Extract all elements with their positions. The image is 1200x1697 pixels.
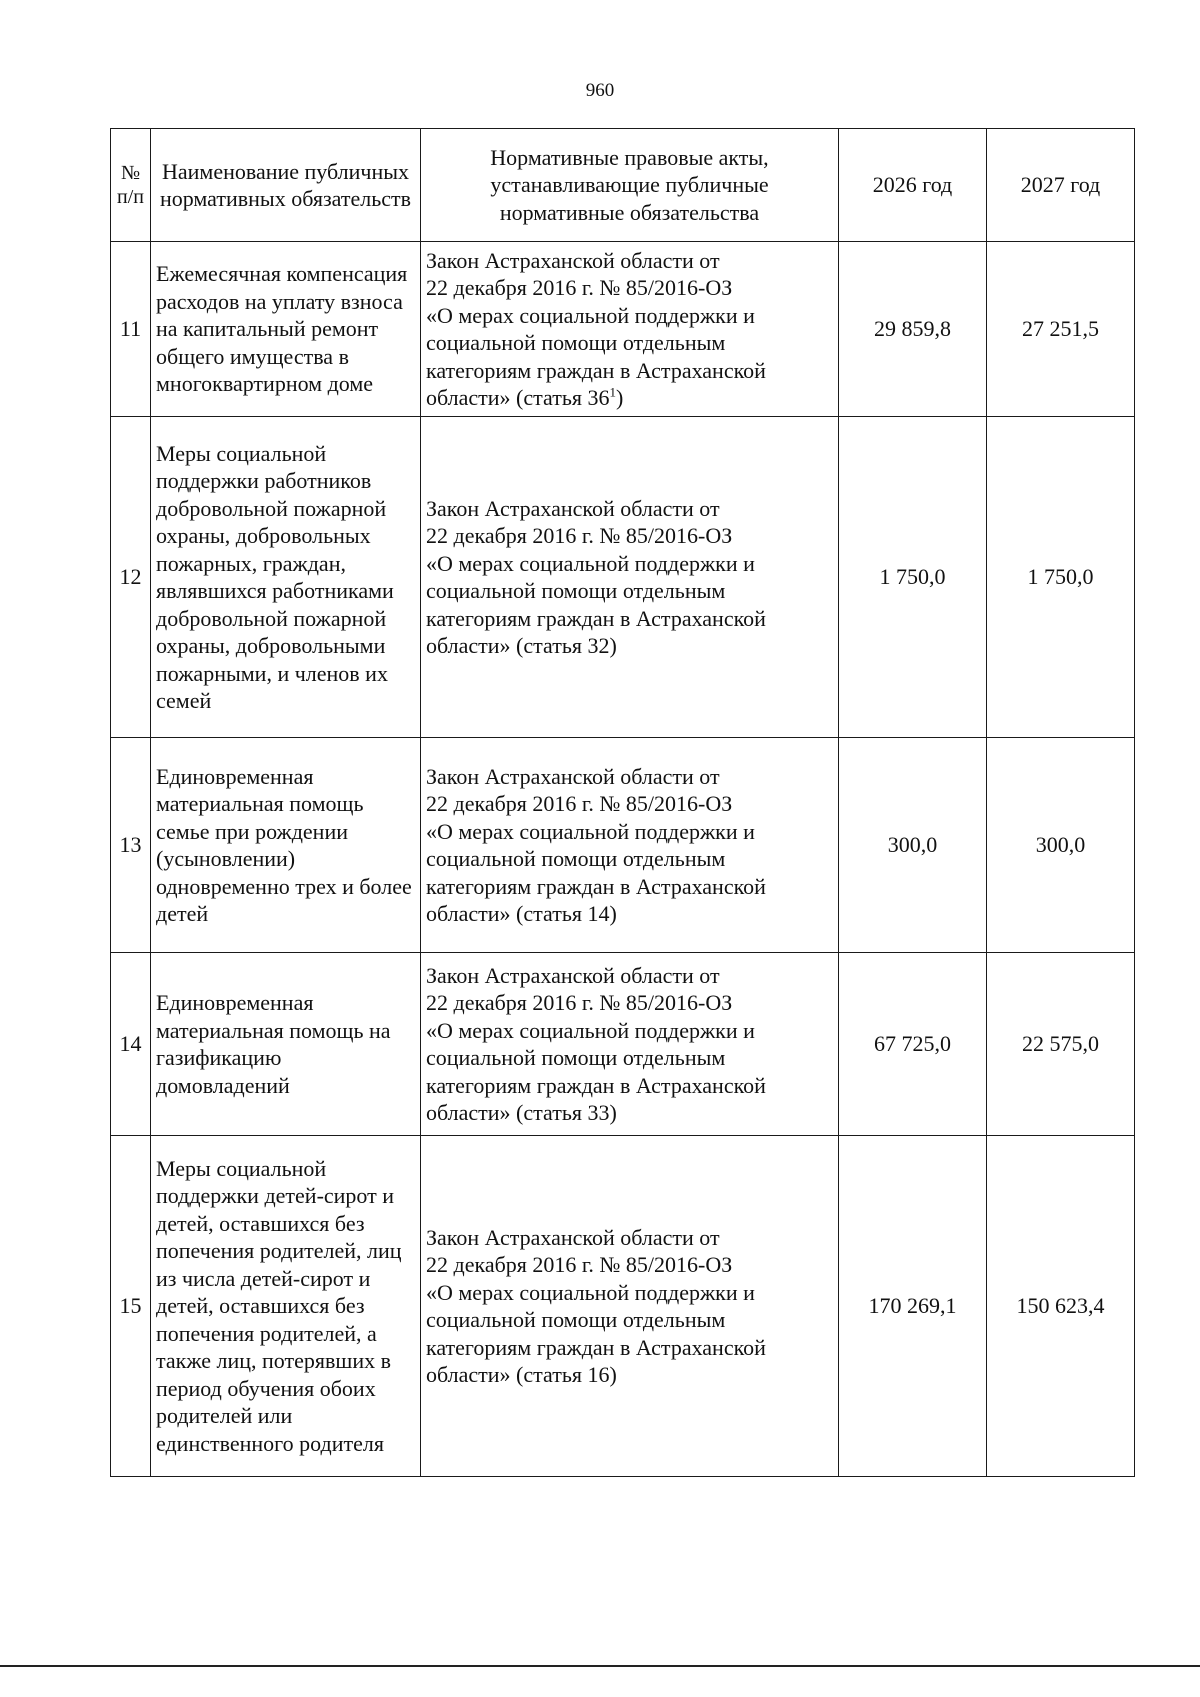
value-2027: 300,0 (987, 738, 1135, 953)
table-row (111, 1136, 1135, 1477)
table-row (111, 242, 1135, 417)
act-tail: ) (615, 385, 624, 410)
legal-act (421, 738, 839, 953)
row-number: 13 (111, 738, 151, 953)
row-number: 11 (111, 242, 151, 417)
act-description: «О мерах социальной поддержки и социальной помощи отдельным категориям граждан в Астраханской области» (статья 14) (426, 818, 766, 926)
act-description: «О мерах социальной поддержки и социальной помощи отдельным категориям граждан в Астраханской области» (статья 33) (426, 1017, 766, 1125)
act-title: Закон Астраханской области от (426, 495, 720, 521)
table-row (111, 417, 1135, 738)
value-2026: 1 750,0 (839, 417, 987, 738)
act-date-number: 22 декабря 2016 г. № 85/2016-ОЗ (426, 1252, 733, 1277)
header-acts: Нормативные правовые акты, устанавливающие публичные нормативные обязательства (421, 129, 839, 242)
act-description: «О мерах социальной поддержки и социальной помощи отдельным категориям граждан в Астраханской области» (статья 16) (426, 1279, 766, 1387)
act-date-number: 22 декабря 2016 г. № 85/2016-ОЗ (426, 275, 733, 300)
table-header-row (111, 129, 1135, 242)
value-2026: 300,0 (839, 738, 987, 953)
value-2026: 170 269,1 (839, 1136, 987, 1477)
obligation-name: Единовременная материальная помощь семье при рождении (усыновлении) одновременно трех и более детей (151, 738, 421, 953)
value-2027: 1 750,0 (987, 417, 1135, 738)
bottom-rule (0, 1665, 1200, 1667)
table-row (111, 738, 1135, 953)
row-number: 14 (111, 953, 151, 1136)
header-num: № п/п (111, 129, 151, 242)
value-2026: 67 725,0 (839, 953, 987, 1136)
act-date-number: 22 декабря 2016 г. № 85/2016-ОЗ (426, 791, 733, 816)
obligation-name: Ежемесячная компенсация расходов на уплату взноса на капитальный ремонт общего имущества в многоквартирном доме (151, 242, 421, 417)
table-row (111, 953, 1135, 1136)
legal-act (421, 417, 839, 738)
act-description: «О мерах социальной поддержки и социальной помощи отдельным категориям граждан в Астраханской области» (статья 36 (426, 302, 766, 410)
act-description: «О мерах социальной поддержки и социальной помощи отдельным категориям граждан в Астраханской области» (статья 32) (426, 550, 766, 658)
obligation-name: Единовременная материальная помощь на газификацию домовладений (151, 953, 421, 1136)
obligation-name: Меры социальной поддержки работников добровольной пожарной охраны, добровольных пожарных, граждан, являвшихся работниками добровольной пожарной охраны, добровольными пожарными, и членов их семей (151, 417, 421, 738)
act-date-number: 22 декабря 2016 г. № 85/2016-ОЗ (426, 523, 733, 548)
value-2027: 150 623,4 (987, 1136, 1135, 1477)
obligations-table (110, 128, 1135, 1477)
act-title: Закон Астраханской области от (426, 962, 720, 988)
page-number: 960 (585, 80, 615, 101)
legal-act (421, 953, 839, 1136)
value-2027: 22 575,0 (987, 953, 1135, 1136)
act-date-number: 22 декабря 2016 г. № 85/2016-ОЗ (426, 990, 733, 1015)
header-name: Наименование публичных нормативных обязательств (151, 129, 421, 242)
row-number: 12 (111, 417, 151, 738)
value-2027: 27 251,5 (987, 242, 1135, 417)
legal-act (421, 1136, 839, 1477)
act-title: Закон Астраханской области от (426, 1224, 720, 1250)
act-title: Закон Астраханской области от (426, 247, 720, 273)
act-title: Закон Астраханской области от (426, 763, 720, 789)
header-year-2026: 2026 год (839, 129, 987, 242)
header-year-2027: 2027 год (987, 129, 1135, 242)
obligation-name: Меры социальной поддержки детей-сирот и детей, оставшихся без попечения родителей, лиц из числа детей-сирот и детей, оставшихся без попечения родителей, а также лиц, потерявших в период обучения обоих родителей или единственного родителя (151, 1136, 421, 1477)
row-number: 15 (111, 1136, 151, 1477)
legal-act (421, 242, 839, 417)
value-2026: 29 859,8 (839, 242, 987, 417)
act-superscript: 1 (609, 384, 616, 400)
